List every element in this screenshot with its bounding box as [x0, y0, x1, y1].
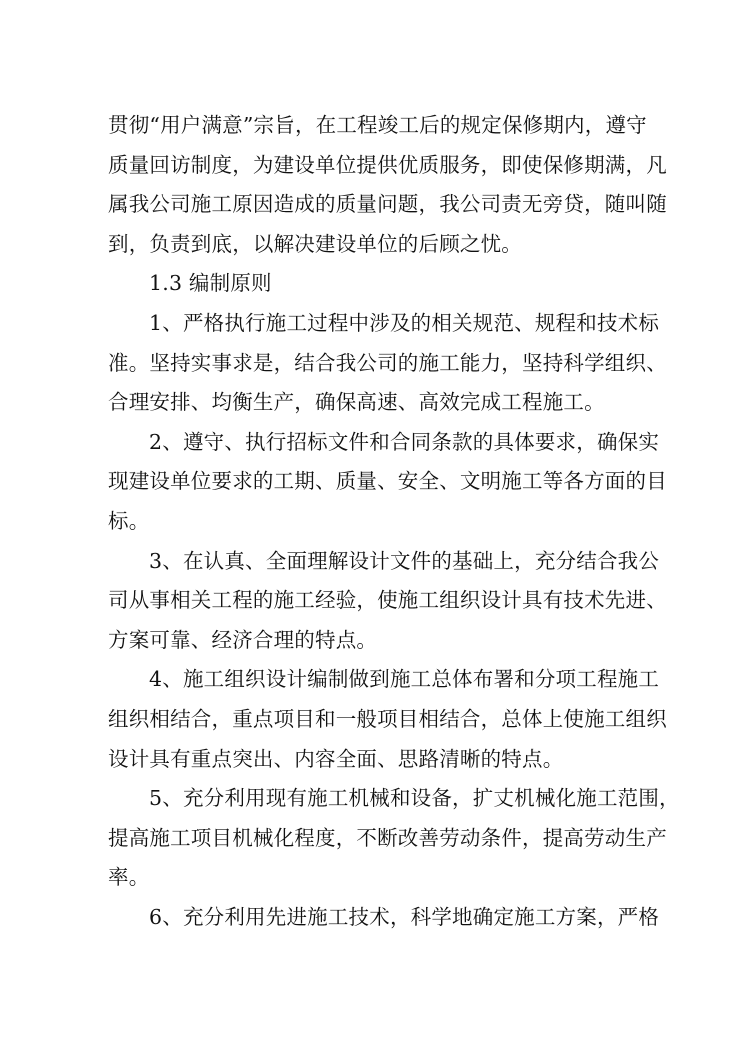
- text-line: 1、严格执行施工过程中涉及的相关规范、规程和技术标: [149, 310, 660, 335]
- text-line: 提高施工项目机械化程度，不断改善劳动条件，提高劳动生产: [108, 825, 667, 850]
- text-line: 方案可靠、经济合理的特点。: [108, 627, 378, 652]
- text-line: 2、遵守、执行招标文件和合同条款的具体要求，确保实: [149, 429, 660, 454]
- text-line: 组织相结合，重点项目和一般项目相结合，总体上使施工组织: [108, 706, 667, 731]
- text-line: 率。: [108, 865, 150, 890]
- text-line: 到，负责到底，以解决建设单位的后顾之忧。: [108, 231, 522, 256]
- text-line: 3、在认真、全面理解设计文件的基础上，充分结合我公: [149, 548, 660, 573]
- text-line: 5、充分利用现有施工机械和设备，扩丈机械化施工范围，: [149, 786, 680, 811]
- text-line: 标。: [108, 508, 150, 533]
- text-line: 属我公司施工原因造成的质量问题，我公司责无旁贷，随叫随: [108, 192, 667, 217]
- text-line: 质量回访制度，为建设单位提供优质服务，即使保修期满，凡: [108, 152, 667, 177]
- document-body: [108, 106, 680, 937]
- text-line: 准。坚持实事求是，结合我公司的施工能力，坚持科学组织、: [108, 350, 667, 375]
- section-heading: 1.3 编制原则: [149, 271, 272, 296]
- text-line: 设计具有重点突出、内容全面、思路清晰的特点。: [108, 746, 564, 771]
- text-line: 6、充分利用先进施工技术，科学地确定施工方案，严格: [149, 904, 660, 929]
- text-line: 司从事相关工程的施工经验，使施工组织设计具有技术先进、: [108, 588, 667, 613]
- text-line: 现建设单位要求的工期、质量、安全、文明施工等各方面的目: [108, 469, 667, 494]
- text-line: 贯彻“用户满意”宗旨，在工程竣工后的规定保修期内，遵守: [108, 113, 647, 137]
- text-line: 4、施工组织设计编制做到施工总体布署和分项工程施工: [149, 667, 660, 692]
- text-line: 合理安排、均衡生产，确保高速、高效完成工程施工。: [108, 390, 605, 415]
